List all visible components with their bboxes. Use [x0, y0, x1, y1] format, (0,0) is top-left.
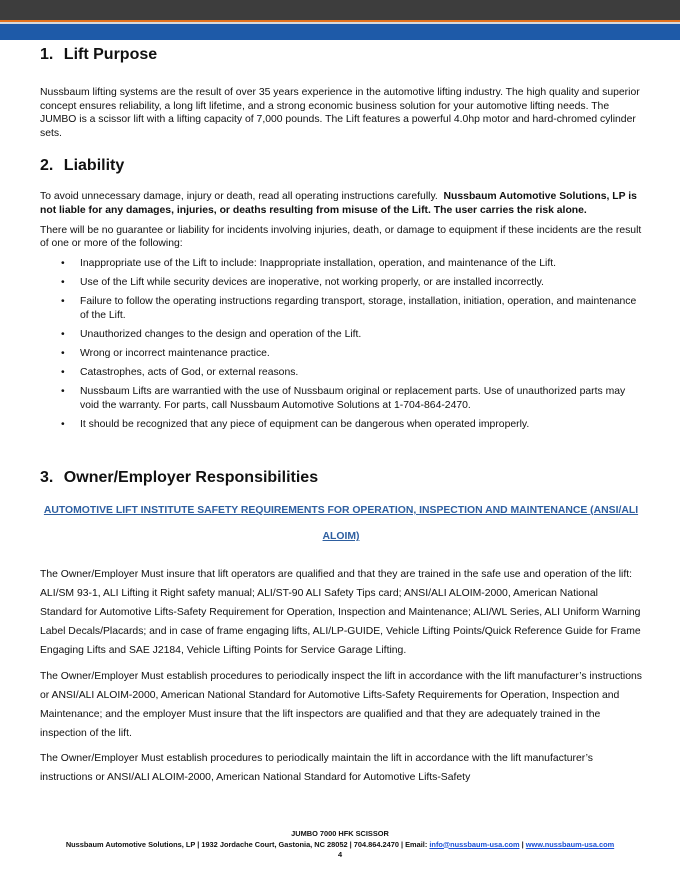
list-item — [40, 328, 642, 342]
section2-intro: To avoid unnecessary damage, injury or death, read all operating instructions carefully. — [40, 191, 438, 203]
header-blue-bar — [0, 24, 680, 40]
section3-paragraph-2: The Owner/Employer Must establish procedures to periodically inspect the lift in accordance with the lift manufacturer’s instructions or ANSI/ALI ALOIM-2000, American National Standard for Automotive Lifts-Safety Requirements for Operation, Inspection and Maintenance; and the employer Must insure that the lift inspectors are qualified and that they are adequately trained in the inspection of the lift. — [40, 670, 642, 739]
footer-separator: | — [521, 839, 524, 849]
list-item — [40, 276, 642, 290]
list-item — [40, 347, 642, 361]
list-item — [40, 385, 642, 412]
bullet-icon: • — [61, 367, 65, 379]
list-item-text: Inappropriate use of the Lift to include: Inappropriate installation, operation, and maintenance of the Lift. — [80, 257, 556, 269]
bullet-icon: • — [61, 257, 65, 269]
list-item — [40, 295, 642, 322]
page-footer — [0, 829, 680, 861]
section3-heading — [40, 468, 642, 488]
section3-paragraph-3: The Owner/Employer Must establish procedures to periodically maintain the lift in accordance with the lift manufacturer’s instructions or ANSI/ALI ALOIM-2000, American National Standard for Automotive Lifts-Safety — [40, 752, 593, 783]
bullet-icon: • — [61, 296, 65, 308]
list-item-text: Use of the Lift while security devices are inoperative, not working properly, or are installed incorrectly. — [80, 276, 544, 288]
footer-website-link[interactable]: www.nussbaum-usa.com — [525, 839, 615, 849]
header-dark-bar — [0, 0, 680, 20]
ali-requirements-link[interactable]: AUTOMOTIVE LIFT INSTITUTE SAFETY REQUIREMENTS FOR OPERATION, INSPECTION AND MAINTENANCE (ANSI/ALI — [43, 504, 639, 516]
bullet-icon: • — [61, 386, 65, 398]
section2-number: 2. — [40, 157, 54, 175]
page-number: 4 — [337, 850, 343, 859]
list-item — [40, 418, 642, 432]
section1-heading — [40, 45, 642, 65]
section2-heading — [40, 156, 642, 176]
section2-intro-bold: Nussbaum Automotive Solutions, LP is not liable for any damages, injuries, or deaths resulting from misuse of the Lift. The user carries the risk alone. — [40, 191, 637, 216]
list-item-text: Unauthorized changes to the design and operation of the Lift. — [80, 328, 362, 340]
list-item-text: Failure to follow the operating instructions regarding transport, storage, installation, initiation, operation, and maintenance of the Lift. — [80, 296, 637, 321]
section3-paragraph-1: The Owner/Employer Must insure that lift operators are qualified and that they are trained in the safe use and operation of the lift: ALI/SM 93-1, ALI Lifting it Right safety manual; ALI/ST-90 ALI Safety Tips card; ANSI/ALI ALOIM-2000, American National Standard for Automotive Lifts-Safety Requirement for Operation, Inspection and Maintenance; ALI/WL Series, ALI Uniform Warning Label Decals/Placards; and in case of frame engaging lifts, ALI/LP-GUIDE, Vehicle Lifting Points/Quick Reference Guide for Frame Engaging Lifts and SAE J2184, Vehicle Lifting Points for Service Garage Lifting. — [40, 569, 641, 657]
section2-title: Liability — [63, 157, 125, 175]
section2-lead: There will be no guarantee or liability for incidents involving injuries, death, or damage to equipment if these incidents are the result of one or more of the following: — [40, 224, 642, 250]
section1-number: 1. — [40, 46, 54, 63]
section3-title: Owner/Employer Responsibilities — [63, 468, 319, 486]
footer-email-link[interactable]: info@nussbaum-usa.com — [429, 839, 520, 849]
section3-number: 3. — [40, 468, 54, 486]
liability-list — [40, 257, 642, 432]
bullet-icon: • — [61, 276, 65, 288]
list-item-text: Wrong or incorrect maintenance practice. — [80, 348, 270, 360]
list-item — [40, 366, 642, 380]
footer-contact-line — [0, 840, 680, 851]
list-item-text: It should be recognized that any piece of equipment can be dangerous when operated improperly. — [80, 419, 530, 431]
list-item — [40, 257, 642, 271]
footer-model: JUMBO 7000 HFK SCISSOR — [291, 829, 389, 838]
bullet-icon: • — [61, 419, 65, 431]
list-item-text: Nussbaum Lifts are warrantied with the use of Nussbaum original or replacement parts. Use of unauthorized parts may void the warranty. For parts, call Nussbaum Automotive Solutions at 1-704-864-2470. — [80, 386, 626, 412]
footer-company: Nussbaum Automotive Solutions, LP | 1932 Jordache Court, Gastonia, NC 28052 | 704.864.2470 | Email: — [65, 839, 428, 849]
section2-intro-paragraph — [40, 190, 642, 217]
section1-body: Nussbaum lifting systems are the result of over 35 years experience in the automotive lifting industry. The high quality and superior concept ensures reliability, a long lift lifetime, and a strong economic business solution for your automotive lifting needs. The JUMBO is a scissor lift with a lifting capacity of 7,000 pounds. The Lift features a powerful 4.0hp motor and hard-chromed cylinder sets. — [40, 87, 640, 139]
section1-title: Lift Purpose — [63, 46, 158, 63]
bullet-icon: • — [61, 348, 65, 360]
list-item-text: Catastrophes, acts of God, or external reasons. — [80, 367, 299, 379]
bullet-icon: • — [61, 328, 65, 340]
ali-requirements-link-cont[interactable]: ALOIM) — [322, 531, 360, 543]
page-content — [40, 44, 642, 787]
